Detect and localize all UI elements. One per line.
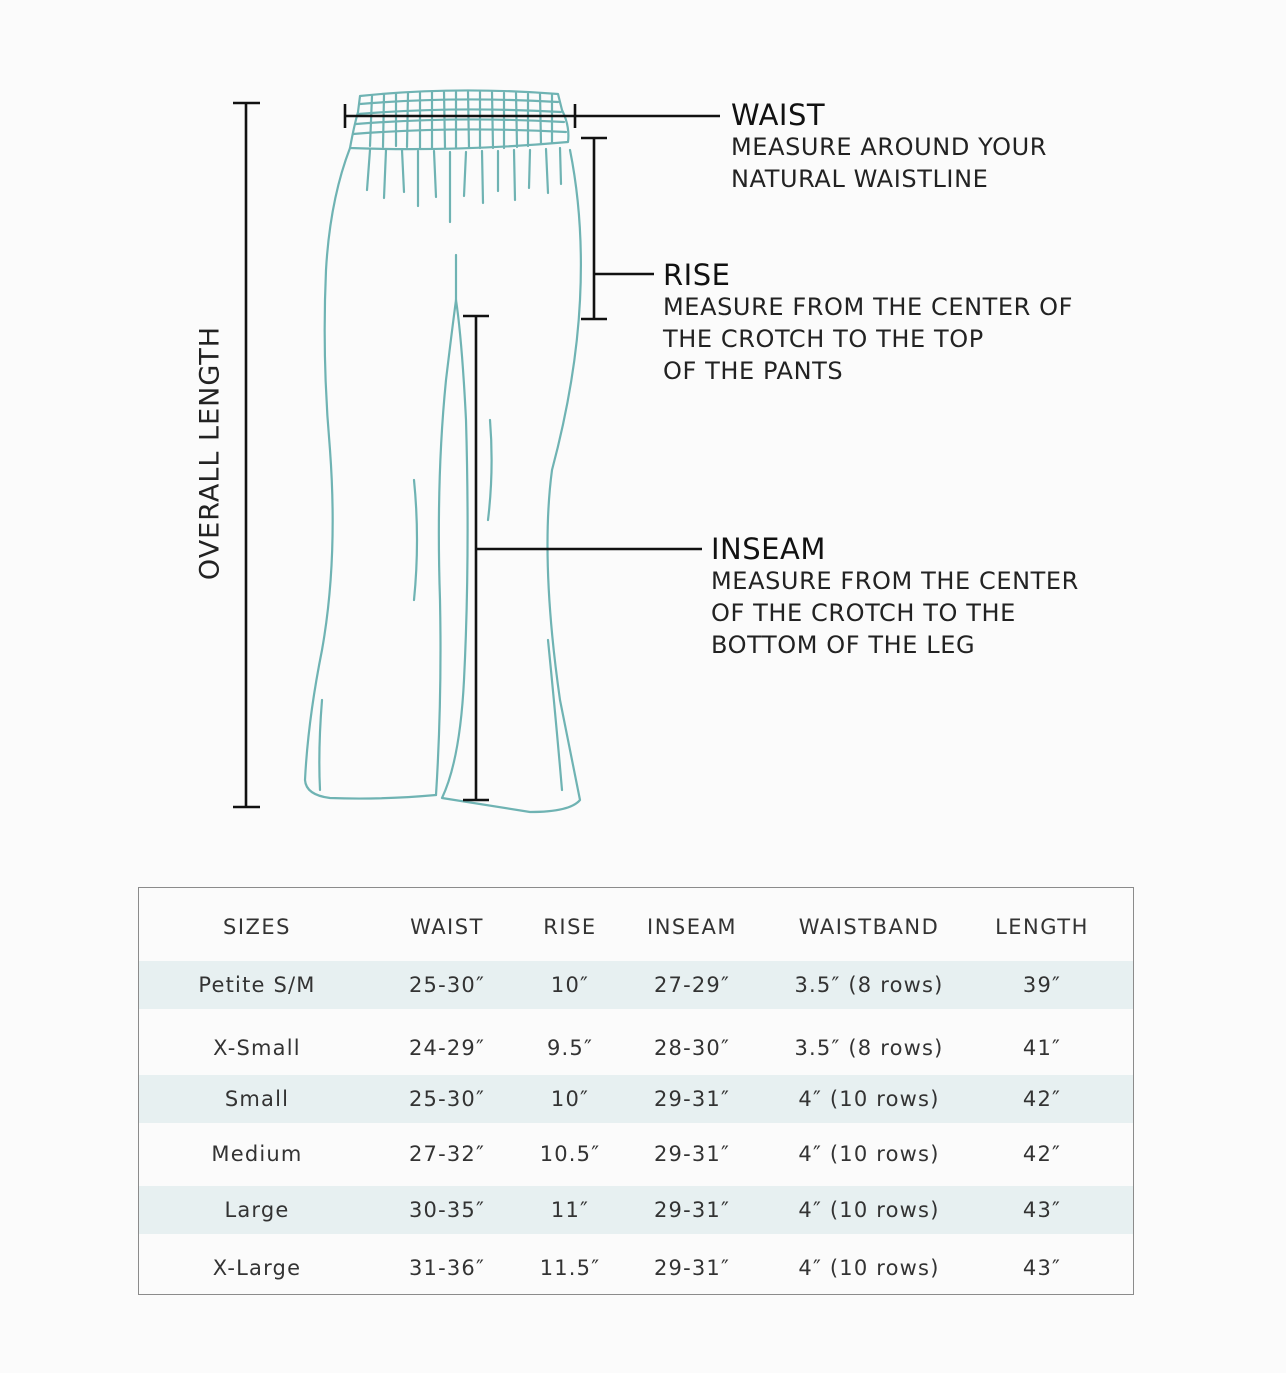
pants-outline-illustration [305,90,581,812]
cell-length: 42″ [1022,1142,1062,1166]
cell-inseam: 28-30″ [653,1036,731,1060]
cell-length: 43″ [1022,1198,1062,1222]
cell-size: X-Small [213,1036,301,1060]
table-row [139,1186,1133,1234]
cell-size: Petite S/M [198,973,316,997]
header-sizes: SIZES [222,915,291,939]
cell-waistband: 3.5″ (8 rows) [794,973,944,997]
cell-waistband: 4″ (10 rows) [798,1087,940,1111]
cell-waist: 25-30″ [408,1087,486,1111]
cell-length: 43″ [1022,1256,1062,1280]
cell-size: Medium [211,1142,303,1166]
table-row [139,1075,1133,1123]
cell-waistband: 3.5″ (8 rows) [794,1036,944,1060]
header-length: LENGTH [995,915,1089,939]
cell-waistband: 4″ (10 rows) [798,1256,940,1280]
header-inseam: INSEAM [647,915,737,939]
cell-inseam: 29-31″ [653,1142,731,1166]
table-row [139,961,1133,1009]
waist-description: MEASURE AROUND YOUR NATURAL WAISTLINE [731,133,1048,193]
cell-length: 39″ [1022,973,1062,997]
cell-inseam: 29-31″ [653,1198,731,1222]
inseam-title: INSEAM [711,532,826,566]
cell-rise: 9.5″ [546,1036,594,1060]
cell-waist: 27-32″ [408,1142,486,1166]
overall-length-label: OVERALL LENGTH [194,325,226,581]
table-header-row [139,906,1133,948]
waist-title: WAIST [731,98,826,132]
cell-rise: 10″ [550,1087,590,1111]
cell-size: X-Large [212,1256,302,1280]
cell-size: Small [224,1087,290,1111]
cell-rise: 11.5″ [539,1256,601,1280]
inseam-callout [711,533,1079,661]
cell-inseam: 29-31″ [653,1256,731,1280]
waist-callout [731,99,1047,195]
cell-waist: 30-35″ [408,1198,486,1222]
rise-description: MEASURE FROM THE CENTER OF THE CROTCH TO THE TOP OF THE PANTS [663,293,1074,385]
header-waistband: WAISTBAND [798,915,940,939]
table-row [139,1024,1133,1072]
rise-callout [663,259,1073,387]
cell-waist: 25-30″ [408,973,486,997]
cell-waist: 24-29″ [408,1036,486,1060]
header-rise: RISE [543,915,597,939]
size-chart-table [138,887,1134,1295]
cell-length: 41″ [1022,1036,1062,1060]
cell-length: 42″ [1022,1087,1062,1111]
table-row [139,1130,1133,1178]
header-waist: WAIST [410,915,484,939]
cell-waist: 31-36″ [408,1256,486,1280]
cell-waistband: 4″ (10 rows) [798,1142,940,1166]
measurement-lines [233,103,720,807]
cell-rise: 10.5″ [539,1142,601,1166]
inseam-description: MEASURE FROM THE CENTER OF THE CROTCH TO THE BOTTOM OF THE LEG [711,567,1079,659]
cell-inseam: 29-31″ [653,1087,731,1111]
cell-size: Large [224,1198,290,1222]
table-row [139,1244,1133,1292]
cell-rise: 11″ [550,1198,590,1222]
cell-inseam: 27-29″ [653,973,731,997]
cell-waistband: 4″ (10 rows) [798,1198,940,1222]
rise-title: RISE [663,258,731,292]
cell-rise: 10″ [550,973,590,997]
